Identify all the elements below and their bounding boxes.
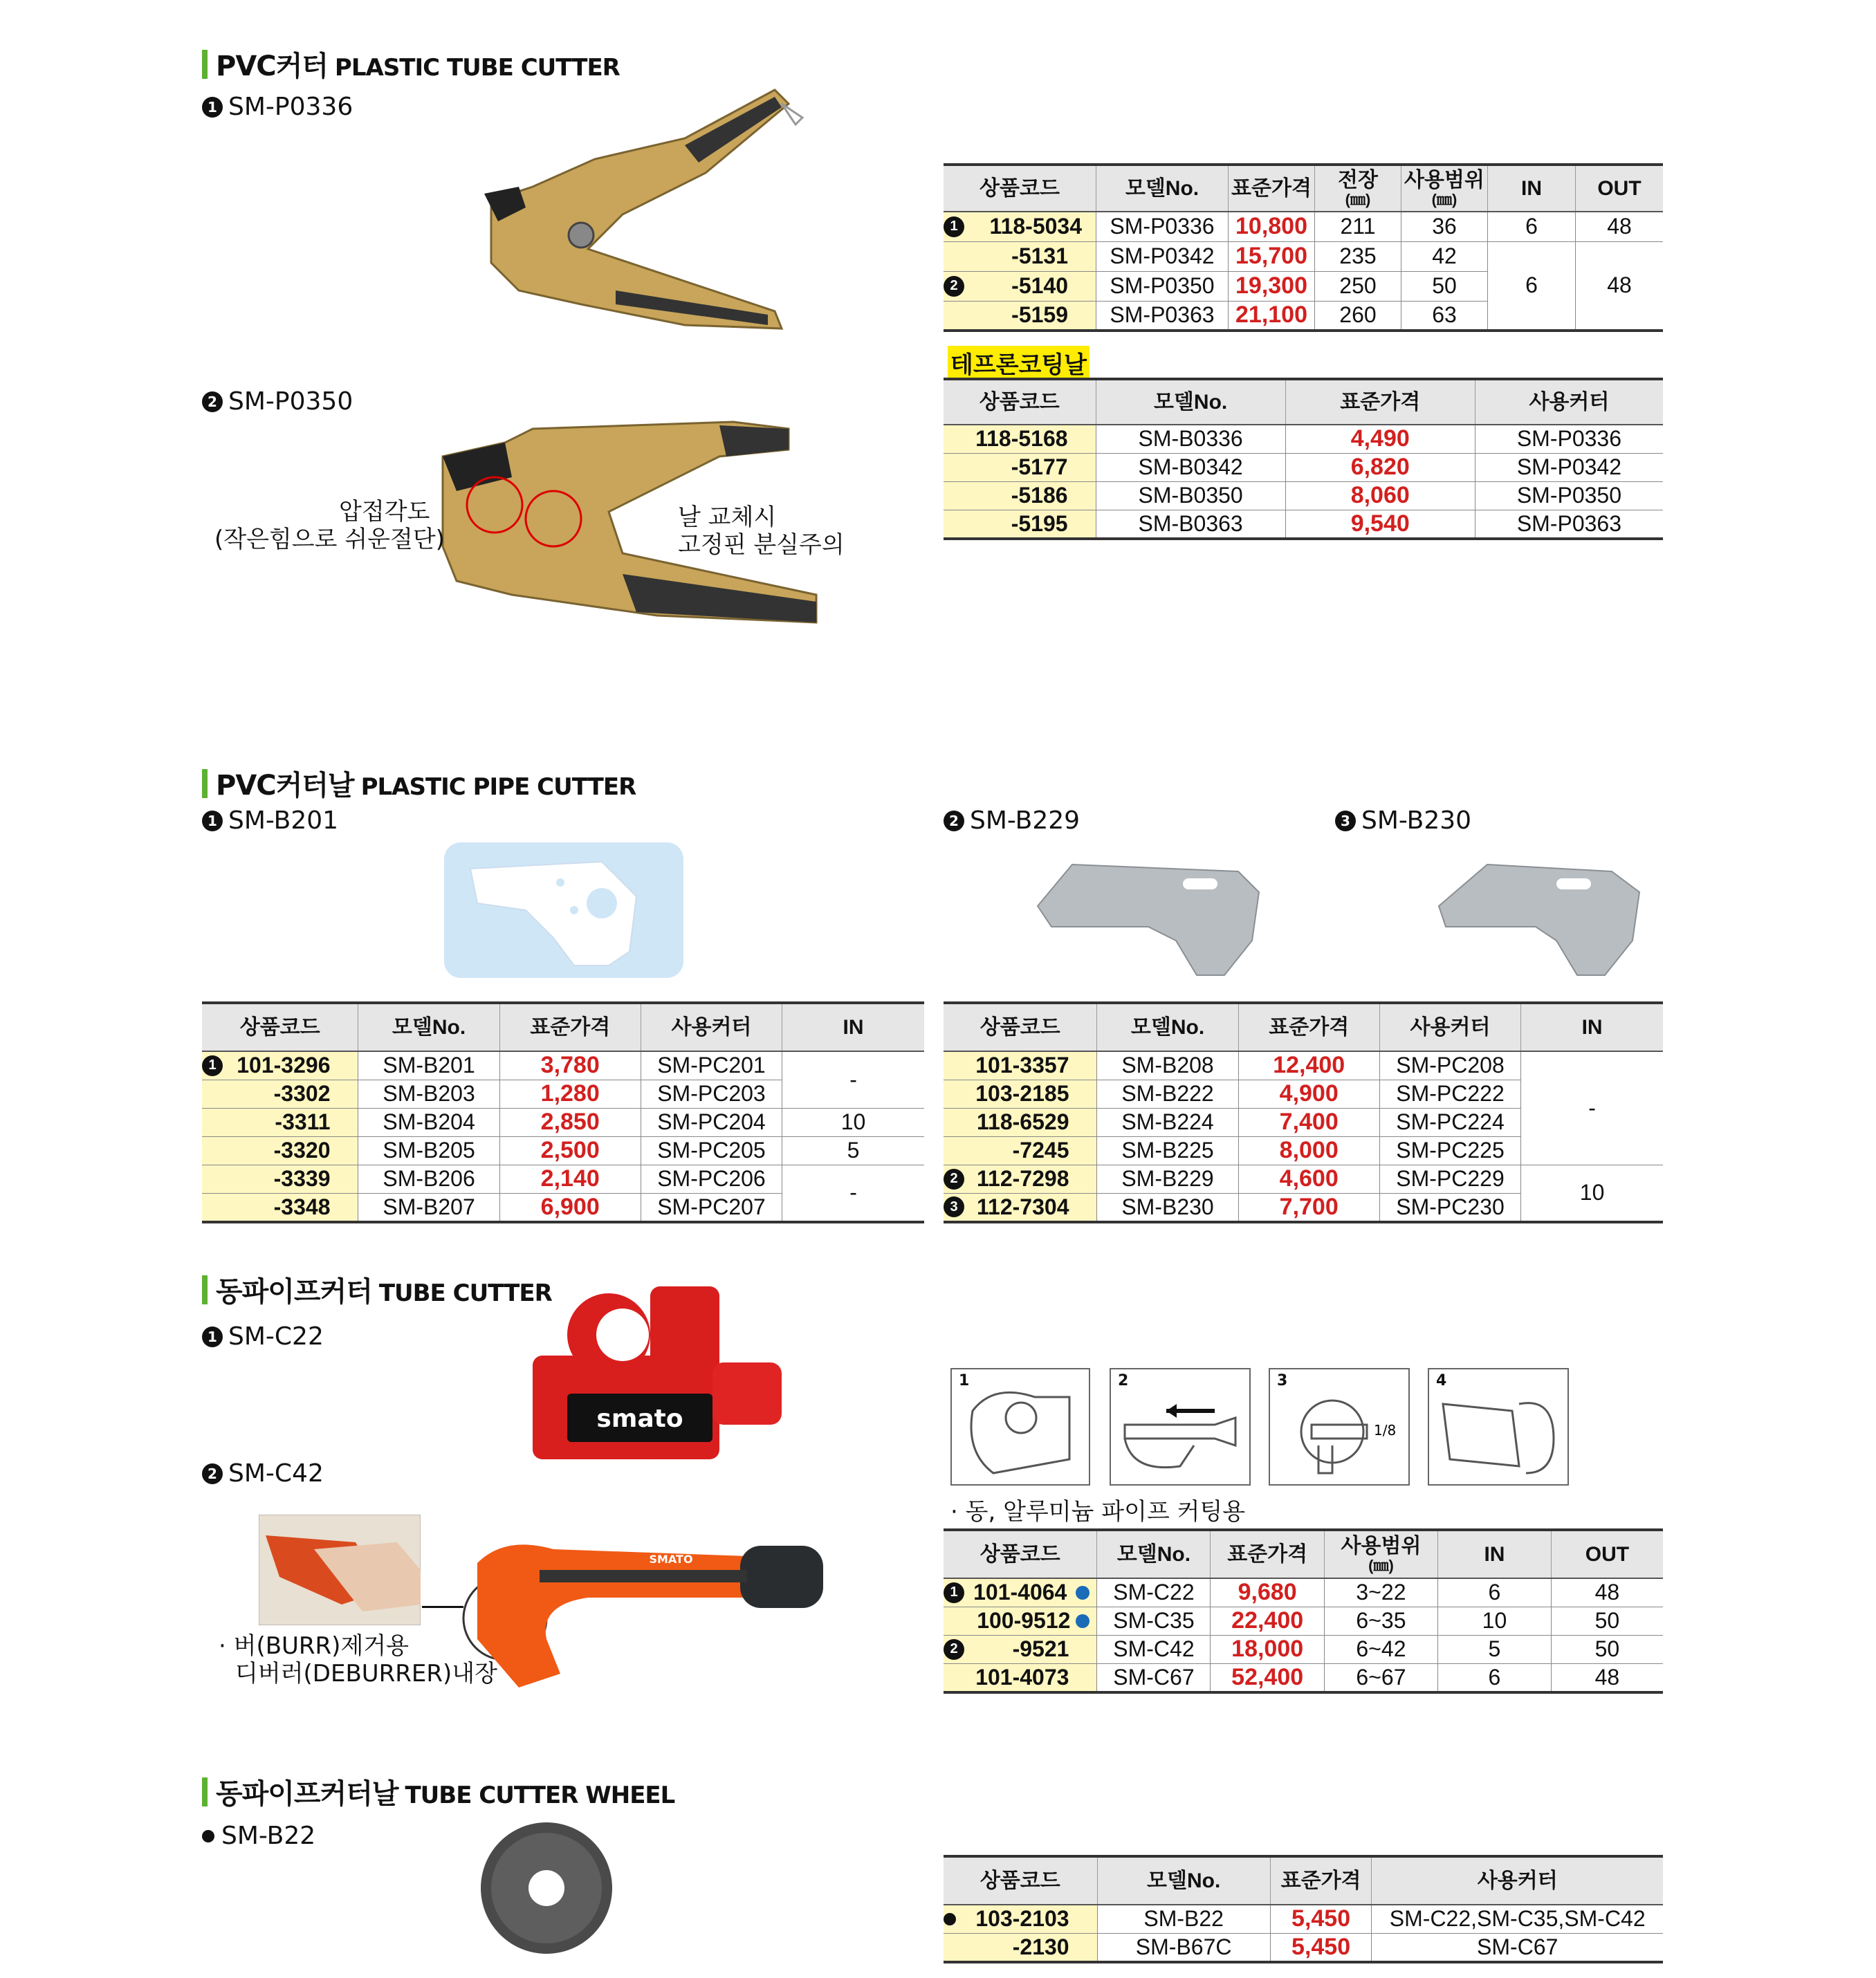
- table-row: -5177 SM-B0342 6,820 SM-P0342: [944, 453, 1663, 481]
- blue-dot-icon: [1076, 1586, 1089, 1600]
- pvc-cutter-spec-table: 상품코드 모델No. 표준가격 전장 (㎜) 사용범위 (㎜) IN OUT 1 118-5034 SM-P0336 10,800 211 36 6 48 -5131 SM-P0342 15,700 235 42 6 48 2 -5140 SM-P0350 19,300 250 50 -5159 SM-P0363 21,100 260 63: [944, 163, 1663, 332]
- number-3-icon: 3: [944, 1196, 964, 1217]
- number-1-icon: 1: [202, 1327, 223, 1347]
- number-1-icon: 1: [202, 1055, 223, 1076]
- table-row: -3302 SM-B203 1,280 SM-PC203: [202, 1080, 924, 1108]
- table-row: 118-5168 SM-B0336 4,490 SM-P0336: [944, 425, 1663, 453]
- item-label: 1 SM-C22: [202, 1322, 324, 1351]
- table-row: 2 -5140 SM-P0350 19,300 250 50: [944, 271, 1663, 301]
- item-label: 2 SM-B229: [944, 806, 1080, 835]
- table-row: 103-2185 SM-B222 4,900 SM-PC222: [944, 1080, 1663, 1108]
- number-2-icon: 2: [202, 391, 223, 412]
- section-title-pvc-cutter: [202, 44, 620, 84]
- step3-label: 1/8: [1374, 1422, 1397, 1439]
- number-2-icon: 2: [944, 811, 964, 831]
- usage-step-2: 2: [1110, 1368, 1251, 1486]
- teflon-blade-table: 상품코드 모델No. 표준가격 사용커터 118-5168 SM-B0336 4,490 SM-P0336 -5177 SM-B0342 6,820 SM-P0342 -5186 SM-B0350 8,060 SM-P0350 -5195 SM-B0363 9,540 SM-P0363: [944, 378, 1663, 540]
- number-2-icon: 2: [944, 1169, 964, 1190]
- table-row: 101-3357 SM-B208 12,400 SM-PC208 -: [944, 1051, 1663, 1080]
- usage-note: · 동, 알루미늄 파이프 커팅용: [950, 1498, 1246, 1526]
- section-title-ko: 동파이프커터날: [216, 1778, 398, 1810]
- section-title-tube-wheel: [202, 1772, 674, 1811]
- annotation-pin-desc: 고정핀 분실주의: [678, 531, 845, 559]
- tube-cutter-sm-c42-image: [450, 1522, 851, 1694]
- table-row: 1 118-5034 SM-P0336 10,800 211 36 6 48: [944, 212, 1663, 241]
- item-label: 2 SM-C42: [202, 1459, 324, 1488]
- item-label: 1 SM-P0336: [202, 93, 353, 121]
- item-label: SM-B22: [202, 1822, 315, 1850]
- section-title-ko: PVC커터: [216, 50, 328, 82]
- brand-logo: SMATO: [649, 1553, 693, 1566]
- blade-sm-b230-image: [1432, 851, 1646, 982]
- number-1-icon: 1: [944, 1582, 964, 1603]
- table-row: 118-6529 SM-B224 7,400 SM-PC224: [944, 1108, 1663, 1136]
- blade-sm-b229-image: [1031, 851, 1266, 982]
- annotation-angle-desc: (작은힘으로 쉬운절단): [214, 526, 445, 553]
- section-title-en: PLASTIC PIPE CUTTER: [360, 773, 636, 801]
- item-label: 1 SM-B201: [202, 806, 338, 835]
- table-row: -5131 SM-P0342 15,700 235 42 6 48: [944, 241, 1663, 271]
- table-row: -3311 SM-B204 2,850 SM-PC204 10: [202, 1108, 924, 1136]
- number-1-icon: 1: [944, 216, 964, 237]
- section-title-ko: PVC커터날: [216, 770, 354, 802]
- usage-step-4: 4: [1428, 1368, 1569, 1486]
- number-3-icon: 3: [1335, 811, 1356, 831]
- table-row: -5195 SM-B0363 9,540 SM-P0363: [944, 510, 1663, 539]
- number-2-icon: 2: [944, 276, 964, 297]
- pvc-blade-table-a: 상품코드 모델No. 표준가격 사용커터 IN 1 101-3296 SM-B201 3,780 SM-PC201 - -3302 SM-B203 1,280 SM-PC203 -3311 SM-B204 2,850 SM-PC204 10 -3320 SM-B205 2,500 SM-PC205 5 -3339 SM-B206 2,140 SM-PC206 - -3348 SM-B207 6,900 SM-PC207: [202, 1001, 924, 1223]
- table-row: 101-4073 SM-C67 52,400 6~67 6 48: [944, 1663, 1663, 1692]
- section-title-pvc-blade: [202, 764, 636, 803]
- usage-step-1: 1: [950, 1368, 1090, 1486]
- table-row: -3320 SM-B205 2,500 SM-PC205 5: [202, 1136, 924, 1165]
- table-row: 3 112-7304 SM-B230 7,700 SM-PC230: [944, 1193, 1663, 1222]
- annotation-pin: 날 교체시: [678, 503, 777, 531]
- section-title-ko: 동파이프커터: [216, 1276, 372, 1308]
- annotation-angle: 압접각도: [339, 498, 430, 526]
- section-title-en: TUBE CUTTER WHEEL: [405, 1782, 675, 1809]
- table-row: 2 -9521 SM-C42 18,000 6~42 5 50: [944, 1635, 1663, 1663]
- deburrer-photo-image: [259, 1515, 421, 1625]
- number-1-icon: 1: [202, 97, 223, 118]
- tube-cutter-spec-table: 상품코드 모델No. 표준가격 사용범위 (㎜) IN OUT 1 101-4064 SM-C22 9,680 3~22 6 48 100-9512 SM-C35 22,400 6~35 10 50 2 -9521 SM-C42 18,000 6~42 5 50 101-4073 SM-C67 52,400 6~67 6 48: [944, 1528, 1663, 1694]
- brand-logo: smato: [596, 1405, 683, 1433]
- wheel-spec-table: 상품코드 모델No. 표준가격 사용커터 103-2103 SM-B22 5,450 SM-C22,SM-C35,SM-C42 -2130 SM-B67C 5,450 SM-C67: [944, 1855, 1663, 1963]
- table-row: -7245 SM-B225 8,000 SM-PC225: [944, 1136, 1663, 1165]
- item-label: 2 SM-P0350: [202, 387, 353, 416]
- pvc-cutter-image-1: [477, 83, 809, 339]
- section-title-en: PLASTIC TUBE CUTTER: [334, 54, 620, 82]
- table-row: -2130 SM-B67C 5,450 SM-C67: [944, 1933, 1663, 1962]
- number-2-icon: 2: [202, 1463, 223, 1484]
- table-row: -3339 SM-B206 2,140 SM-PC206 -: [202, 1165, 924, 1193]
- table-row: 100-9512 SM-C35 22,400 6~35 10 50: [944, 1607, 1663, 1635]
- number-2-icon: 2: [944, 1639, 964, 1660]
- table-row: 2 112-7298 SM-B229 4,600 SM-PC229 10: [944, 1165, 1663, 1193]
- item-label: 3 SM-B230: [1335, 806, 1471, 835]
- table-row: 103-2103 SM-B22 5,450 SM-C22,SM-C35,SM-C42: [944, 1905, 1663, 1933]
- section-title-en: TUBE CUTTER: [378, 1279, 552, 1307]
- table-row: 1 101-3296 SM-B201 3,780 SM-PC201 -: [202, 1051, 924, 1080]
- pvc-blade-table-b: 상품코드 모델No. 표준가격 사용커터 IN 101-3357 SM-B208 12,400 SM-PC208 - 103-2185 SM-B222 4,900 SM-PC222 118-6529 SM-B224 7,400 SM-PC224 -7245 SM-B225 8,000 SM-PC225 2 112-7298 SM-B229 4,600 SM-PC229 10 3 112-7304 SM-B230 7,700 SM-PC230: [944, 1001, 1663, 1223]
- cutter-wheel-image: [477, 1819, 616, 1957]
- table-row: 1 101-4064 SM-C22 9,680 3~22 6 48: [944, 1578, 1663, 1607]
- bullet-icon: [202, 1830, 214, 1842]
- table-row: -5186 SM-B0350 8,060 SM-P0350: [944, 481, 1663, 510]
- bullet-icon: [944, 1913, 956, 1925]
- number-1-icon: 1: [202, 811, 223, 831]
- section-title-tube-cutter: [202, 1270, 552, 1309]
- tube-cutter-sm-c22-image: [526, 1279, 789, 1466]
- table-row: -5159 SM-P0363 21,100 260 63: [944, 301, 1663, 331]
- deburr-note: · 버(BURR)제거용: [219, 1632, 409, 1660]
- teflon-tag: 테프론코팅날: [948, 346, 1089, 380]
- table-row: -3348 SM-B207 6,900 SM-PC207: [202, 1193, 924, 1222]
- blade-sm-b201-image: [443, 841, 685, 979]
- blue-dot-icon: [1076, 1614, 1089, 1628]
- deburr-note-2: 디버러(DEBURRER)내장: [235, 1660, 497, 1688]
- usage-step-3: 3 1/8: [1269, 1368, 1410, 1486]
